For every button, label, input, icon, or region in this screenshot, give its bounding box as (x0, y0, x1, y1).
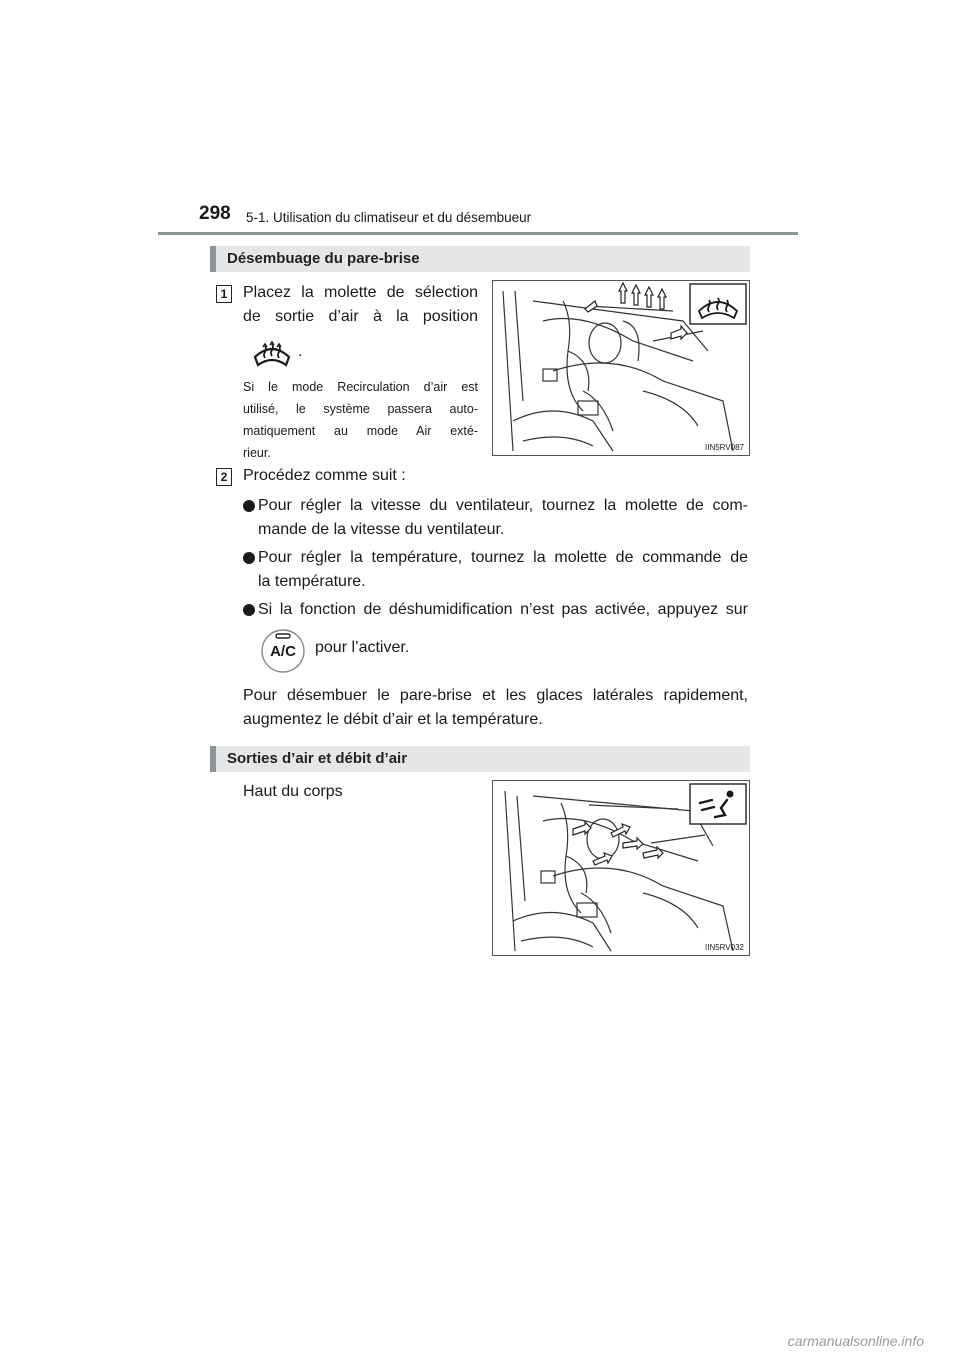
note-line: Si le mode Recirculation d’air est (243, 380, 478, 394)
bullet-line: Pour régler la température, tournez la molette de commande de (258, 549, 748, 566)
header-rule (158, 232, 798, 235)
step-text-line: de sortie d’air à la position (243, 308, 478, 325)
watermark: carmanualsonline.info (787, 1333, 924, 1349)
step-text-line: Placez la molette de sélection (243, 284, 478, 301)
step-text-period: . (298, 343, 303, 360)
bullet-item (243, 598, 748, 622)
section-title: Désembuage du pare-brise (227, 250, 420, 267)
section-title: Sorties d’air et débit d’air (227, 750, 408, 767)
bullet-line: Si la fonction de déshumidification n’est pas activée, appuyez sur (258, 601, 748, 618)
section-title-bar (210, 246, 750, 272)
bullet-item (243, 494, 748, 542)
step-intro: Procédez comme suit : (243, 467, 406, 484)
figure-caption: Haut du corps (243, 783, 343, 800)
defrost-illustration (492, 280, 750, 456)
bullet-icon (243, 604, 255, 616)
bullet-icon (243, 552, 255, 564)
page-number: 298 (199, 203, 231, 224)
bullet-line: Pour régler la vitesse du ventilateur, tournez la molette de com- (258, 497, 748, 514)
bullet-icon (243, 500, 255, 512)
bullet-line: la température. (258, 573, 366, 590)
running-header: 5-1. Utilisation du climatiseur et du désembueur (246, 210, 532, 225)
windshield-defrost-icon (252, 337, 292, 367)
bullet-line: pour l’activer. (315, 639, 410, 656)
note-line: rieur. (243, 446, 271, 460)
bullet-item (243, 546, 748, 594)
note-line: matiquement au mode Air exté- (243, 424, 478, 438)
bullet-line: mande de la vitesse du ventilateur. (258, 521, 505, 538)
paragraph-line: augmentez le débit d’air et la température. (243, 711, 543, 728)
section-title-bar (210, 746, 750, 772)
paragraph-line: Pour désembuer le pare-brise et les glaces latérales rapidement, (243, 687, 748, 704)
airflow-illustration (492, 780, 750, 956)
note-line: utilisé, le système passera auto- (243, 402, 478, 416)
figure-code: IIN5RV032 (705, 943, 744, 952)
figure-code: IIN5RV087 (705, 443, 744, 452)
step-number-badge: 1 (216, 285, 232, 303)
ac-button-icon (257, 625, 309, 673)
ac-label: A/C (270, 643, 296, 660)
step-number-badge: 2 (216, 468, 232, 486)
